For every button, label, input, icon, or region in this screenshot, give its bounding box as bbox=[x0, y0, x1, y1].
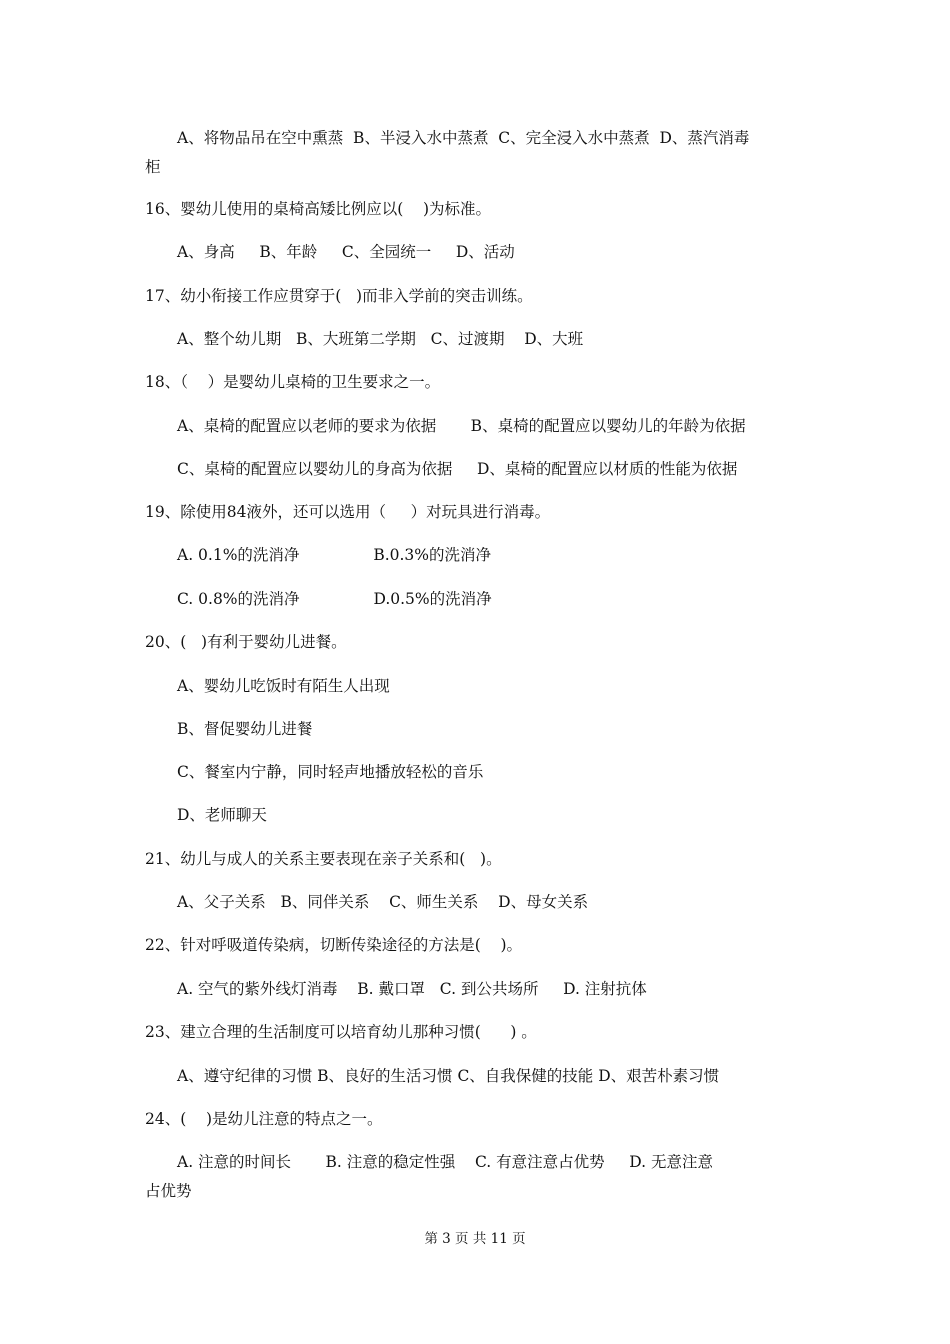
q20-option-a: A、婴幼儿吃饭时有陌生人出现 bbox=[177, 677, 390, 695]
q15-options-line1: A、将物品吊在空中熏蒸 B、半浸入水中蒸煮 C、完全浸入水中蒸煮 D、蒸汽消毒 bbox=[177, 129, 750, 147]
q23-options: A、遵守纪律的习惯 B、良好的生活习惯 C、自我保健的技能 D、艰苦朴素习惯 bbox=[177, 1067, 720, 1085]
question-18: 18、（ ）是婴幼儿桌椅的卫生要求之一。 bbox=[145, 373, 441, 391]
question-19: 19、除使用84液外，还可以选用（ ）对玩具进行消毒。 bbox=[145, 503, 551, 521]
q15-options-line2: 柜 bbox=[145, 158, 161, 176]
question-17: 17、幼小衔接工作应贯穿于( )而非入学前的突击训练。 bbox=[145, 287, 533, 305]
q20-option-d: D、老师聊天 bbox=[177, 806, 267, 824]
question-23: 23、建立合理的生活制度可以培育幼儿那种习惯( ) 。 bbox=[145, 1023, 537, 1041]
q18-options-ab: A、桌椅的配置应以老师的要求为依据 B、桌椅的配置应以婴幼儿的年龄为依据 bbox=[177, 417, 746, 435]
q21-options: A、父子关系 B、同伴关系 C、师生关系 D、母女关系 bbox=[177, 893, 589, 911]
q19-options-cd: C. 0.8%的洗消净 D.0.5%的洗消净 bbox=[177, 590, 492, 608]
q20-option-b: B、督促婴幼儿进餐 bbox=[177, 720, 313, 738]
q17-options: A、整个幼儿期 B、大班第二学期 C、过渡期 D、大班 bbox=[177, 330, 584, 348]
q18-options-cd: C、桌椅的配置应以婴幼儿的身高为依据 D、桌椅的配置应以材质的性能为依据 bbox=[177, 460, 738, 478]
page-footer: 第 3 页 共 11 页 bbox=[424, 1231, 526, 1247]
q24-options-line2: 占优势 bbox=[145, 1182, 192, 1200]
q24-options-line1: A. 注意的时间长 B. 注意的稳定性强 C. 有意注意占优势 D. 无意注意 bbox=[177, 1153, 714, 1171]
question-24: 24、( )是幼儿注意的特点之一。 bbox=[145, 1110, 383, 1128]
question-16: 16、婴幼儿使用的桌椅高矮比例应以( )为标准。 bbox=[145, 200, 492, 218]
q22-options: A. 空气的紫外线灯消毒 B. 戴口罩 C. 到公共场所 D. 注射抗体 bbox=[177, 980, 647, 998]
q16-options: A、身高 B、年龄 C、全园统一 D、活动 bbox=[177, 243, 515, 261]
q19-options-ab: A. 0.1%的洗消净 B.0.3%的洗消净 bbox=[177, 546, 492, 564]
question-22: 22、针对呼吸道传染病，切断传染途径的方法是( )。 bbox=[145, 936, 523, 954]
q20-option-c: C、餐室内宁静，同时轻声地播放轻松的音乐 bbox=[177, 763, 484, 781]
question-21: 21、幼儿与成人的关系主要表现在亲子关系和( )。 bbox=[145, 850, 502, 868]
question-20: 20、( )有利于婴幼儿进餐。 bbox=[145, 633, 347, 651]
